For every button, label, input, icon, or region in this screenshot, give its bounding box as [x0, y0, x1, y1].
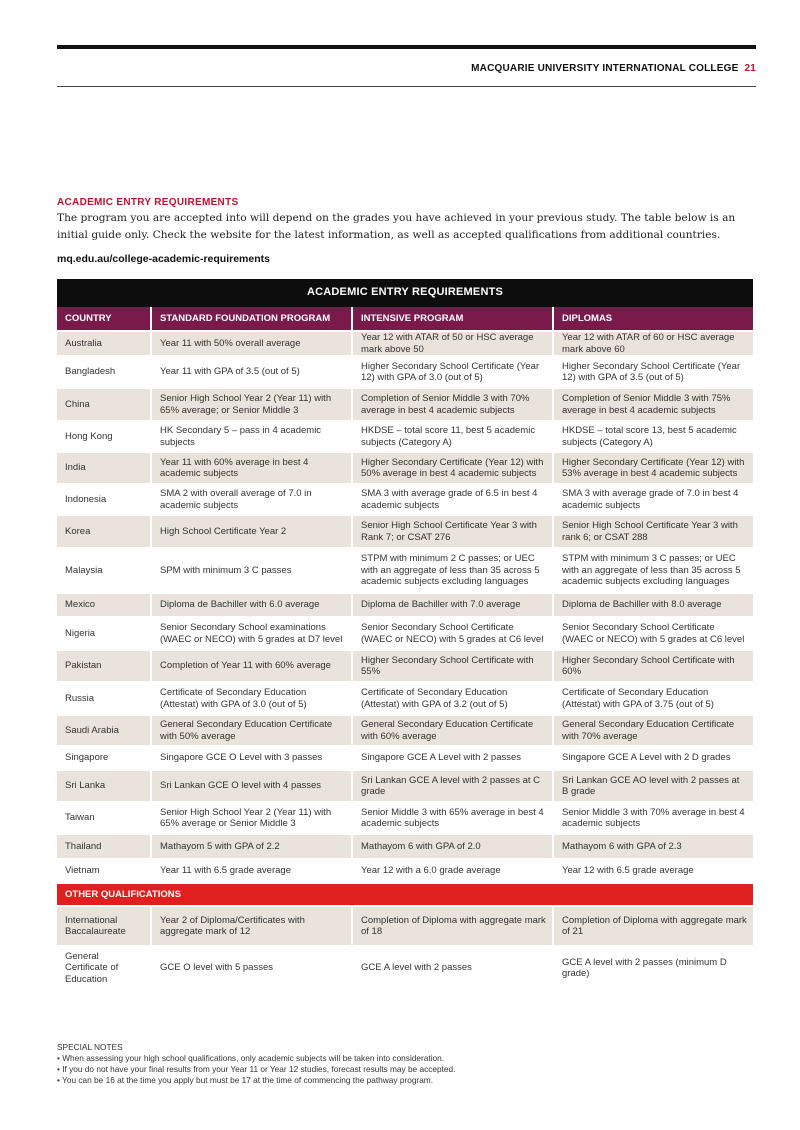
cell-intensive: Completion of Senior Middle 3 with 70% average in best 4 academic subjects [352, 388, 553, 421]
cell-country: India [57, 452, 151, 484]
cell-standard-foundation: Year 11 with GPA of 3.5 (out of 5) [151, 356, 352, 388]
table-row [57, 421, 753, 452]
table-row [57, 859, 753, 883]
cell-diplomas: HKDSE – total score 13, best 5 academic subjects (Category A) [553, 421, 753, 452]
cell-country: Malaysia [57, 548, 151, 593]
table-row [57, 770, 753, 802]
cell-intensive: Year 12 with a 6.0 grade average [352, 859, 553, 883]
table-row [57, 802, 753, 834]
cell-country: Hong Kong [57, 421, 151, 452]
cell-intensive: Completion of Diploma with aggregate mark of 18 [352, 906, 553, 946]
intro-text: The program you are accepted into will depend on the grades you have achieved in your previous study. The table below is an initial guide only. Check the website for the latest information, as well as accepted qualifications from additional countries. [57, 212, 736, 241]
cell-country: China [57, 388, 151, 421]
table-row [57, 356, 753, 388]
cell-diplomas: Singapore GCE A Level with 2 D grades [553, 746, 753, 770]
cell-standard-foundation: SPM with minimum 3 C passes [151, 548, 352, 593]
cell-country: Russia [57, 682, 151, 715]
other-qualifications-title: OTHER QUALIFICATIONS [57, 883, 753, 906]
cell-diplomas: STPM with minimum 3 C passes; or UEC with an aggregate of less than 35 across 5 academic subjects excluding languages [553, 548, 753, 593]
cell-intensive: GCE A level with 2 passes [352, 946, 553, 989]
cell-diplomas: Higher Secondary School Certificate with 60% [553, 650, 753, 682]
cell-standard-foundation: Completion of Year 11 with 60% average [151, 650, 352, 682]
cell-intensive: Higher Secondary School Certificate with 55% [352, 650, 553, 682]
cell-diplomas: Sri Lankan GCE AO level with 2 passes at B grade [553, 770, 753, 802]
table-row-other [57, 906, 753, 946]
cell-standard-foundation: GCE O level with 5 passes [151, 946, 352, 989]
cell-intensive: Mathayom 6 with GPA of 2.0 [352, 834, 553, 859]
cell-country: Bangladesh [57, 356, 151, 388]
cell-standard-foundation: Certificate of Secondary Education (Attestat) with GPA of 3.0 (out of 5) [151, 682, 352, 715]
table-header-row [57, 307, 753, 331]
table-row [57, 388, 753, 421]
cell-country: Australia [57, 331, 151, 356]
cell-country: Nigeria [57, 617, 151, 650]
cell-standard-foundation: Singapore GCE O Level with 3 passes [151, 746, 352, 770]
table-row [57, 452, 753, 484]
cell-intensive: HKDSE – total score 11, best 5 academic subjects (Category A) [352, 421, 553, 452]
table-row [57, 715, 753, 746]
cell-standard-foundation: Sri Lankan GCE O level with 4 passes [151, 770, 352, 802]
section-title: ACADEMIC ENTRY REQUIREMENTS [57, 197, 239, 208]
cell-country: Thailand [57, 834, 151, 859]
table-row [57, 484, 753, 515]
cell-intensive: General Secondary Education Certificate with 60% average [352, 715, 553, 746]
cell-diplomas: General Secondary Education Certificate with 70% average [553, 715, 753, 746]
requirements-table [57, 279, 753, 989]
cell-standard-foundation: SMA 2 with overall average of 7.0 in academic subjects [151, 484, 352, 515]
cell-standard-foundation: Year 11 with 60% average in best 4 academic subjects [151, 452, 352, 484]
cell-diplomas: Certificate of Secondary Education (Attestat) with GPA of 3.75 (out of 5) [553, 682, 753, 715]
cell-standard-foundation: Senior High School Year 2 (Year 11) with 65% average; or Senior Middle 3 [151, 388, 352, 421]
cell-country: General Certificate of Education [57, 946, 151, 989]
table-row [57, 682, 753, 715]
cell-diplomas: Completion of Senior Middle 3 with 75% average in best 4 academic subjects [553, 388, 753, 421]
cell-country: Taiwan [57, 802, 151, 834]
table-row [57, 834, 753, 859]
cell-standard-foundation: Year 11 with 50% overall average [151, 331, 352, 356]
cell-diplomas: SMA 3 with average grade of 7.0 in best 4 academic subjects [553, 484, 753, 515]
table-row [57, 515, 753, 548]
cell-diplomas: Completion of Diploma with aggregate mark of 21 [553, 906, 753, 946]
cell-standard-foundation: High School Certificate Year 2 [151, 515, 352, 548]
note-item: • You can be 16 at the time you apply but must be 17 at the time of commencing the pathway program. [57, 1075, 434, 1085]
college-name: MACQUARIE UNIVERSITY INTERNATIONAL COLLEGE [471, 63, 739, 74]
header-rule [57, 86, 756, 87]
note-item: • If you do not have your final results from your Year 11 or Year 12 studies, forecast results may be accepted. [57, 1064, 456, 1074]
cell-diplomas: GCE A level with 2 passes (minimum D grade) [553, 946, 753, 989]
cell-intensive: Higher Secondary School Certificate (Year 12) with GPA of 3.0 (out of 5) [352, 356, 553, 388]
cell-diplomas: Diploma de Bachiller with 8.0 average [553, 593, 753, 617]
column-header-country: COUNTRY [57, 307, 151, 331]
cell-diplomas: Higher Secondary Certificate (Year 12) with 53% average in best 4 academic subjects [553, 452, 753, 484]
intro-section [57, 197, 756, 265]
cell-diplomas: Senior Secondary School Certificate (WAEC or NECO) with 5 grades at C6 level [553, 617, 753, 650]
cell-country: Pakistan [57, 650, 151, 682]
cell-intensive: Diploma de Bachiller with 7.0 average [352, 593, 553, 617]
table-row [57, 650, 753, 682]
cell-country: Singapore [57, 746, 151, 770]
cell-standard-foundation: Senior High School Year 2 (Year 11) with 65% average or Senior Middle 3 [151, 802, 352, 834]
cell-country: Korea [57, 515, 151, 548]
cell-intensive: Higher Secondary Certificate (Year 12) with 50% average in best 4 academic subjects [352, 452, 553, 484]
table-row-other [57, 946, 753, 989]
cell-country: Saudi Arabia [57, 715, 151, 746]
special-notes [57, 1042, 756, 1086]
cell-diplomas: Mathayom 6 with GPA of 2.3 [553, 834, 753, 859]
cell-standard-foundation: Diploma de Bachiller with 6.0 average [151, 593, 352, 617]
cell-standard-foundation: Year 2 of Diploma/Certificates with aggregate mark of 12 [151, 906, 352, 946]
cell-country: Vietnam [57, 859, 151, 883]
cell-diplomas: Senior High School Certificate Year 3 with rank 6; or CSAT 288 [553, 515, 753, 548]
column-header-diplomas: DIPLOMAS [553, 307, 753, 331]
cell-intensive: Singapore GCE A Level with 2 passes [352, 746, 553, 770]
other-qualifications-row [57, 883, 753, 906]
cell-intensive: Certificate of Secondary Education (Attestat) with GPA of 3.2 (out of 5) [352, 682, 553, 715]
table-caption-row [57, 279, 753, 307]
cell-standard-foundation: Senior Secondary School examinations (WAEC or NECO) with 5 grades at D7 level [151, 617, 352, 650]
notes-title: SPECIAL NOTES [57, 1042, 123, 1052]
cell-standard-foundation: General Secondary Education Certificate with 50% average [151, 715, 352, 746]
cell-country: Indonesia [57, 484, 151, 515]
cell-intensive: SMA 3 with average grade of 6.5 in best 4 academic subjects [352, 484, 553, 515]
top-rule [57, 45, 756, 49]
table-row [57, 617, 753, 650]
table-row [57, 548, 753, 593]
table-row [57, 331, 753, 356]
note-item: • When assessing your high school qualifications, only academic subjects will be taken into consideration. [57, 1053, 445, 1063]
cell-diplomas: Year 12 with ATAR of 60 or HSC average mark above 60 [553, 331, 753, 356]
cell-standard-foundation: HK Secondary 5 – pass in 4 academic subjects [151, 421, 352, 452]
cell-intensive: Senior High School Certificate Year 3 with Rank 7; or CSAT 276 [352, 515, 553, 548]
column-header-intensive: INTENSIVE PROGRAM [352, 307, 553, 331]
cell-country: International Baccalaureate [57, 906, 151, 946]
cell-diplomas: Higher Secondary School Certificate (Year 12) with GPA of 3.5 (out of 5) [553, 356, 753, 388]
cell-intensive: Year 12 with ATAR of 50 or HSC average mark above 50 [352, 331, 553, 356]
cell-intensive: STPM with minimum 2 C passes; or UEC with an aggregate of less than 35 across 5 academic subjects excluding languages [352, 548, 553, 593]
cell-standard-foundation: Year 11 with 6.5 grade average [151, 859, 352, 883]
cell-country: Sri Lanka [57, 770, 151, 802]
website-link[interactable]: mq.edu.au/college-academic-requirements [57, 253, 270, 265]
page-number: 21 [744, 63, 756, 74]
cell-standard-foundation: Mathayom 5 with GPA of 2.2 [151, 834, 352, 859]
column-header-standard-foundation: STANDARD FOUNDATION PROGRAM [151, 307, 352, 331]
table-row [57, 746, 753, 770]
cell-intensive: Senior Middle 3 with 65% average in best 4 academic subjects [352, 802, 553, 834]
cell-intensive: Senior Secondary School Certificate (WAEC or NECO) with 5 grades at C6 level [352, 617, 553, 650]
cell-country: Mexico [57, 593, 151, 617]
cell-diplomas: Senior Middle 3 with 70% average in best 4 academic subjects [553, 802, 753, 834]
table-caption: ACADEMIC ENTRY REQUIREMENTS [57, 279, 753, 307]
cell-diplomas: Year 12 with 6.5 grade average [553, 859, 753, 883]
running-header [57, 63, 756, 74]
cell-intensive: Sri Lankan GCE A level with 2 passes at C grade [352, 770, 553, 802]
table-row [57, 593, 753, 617]
